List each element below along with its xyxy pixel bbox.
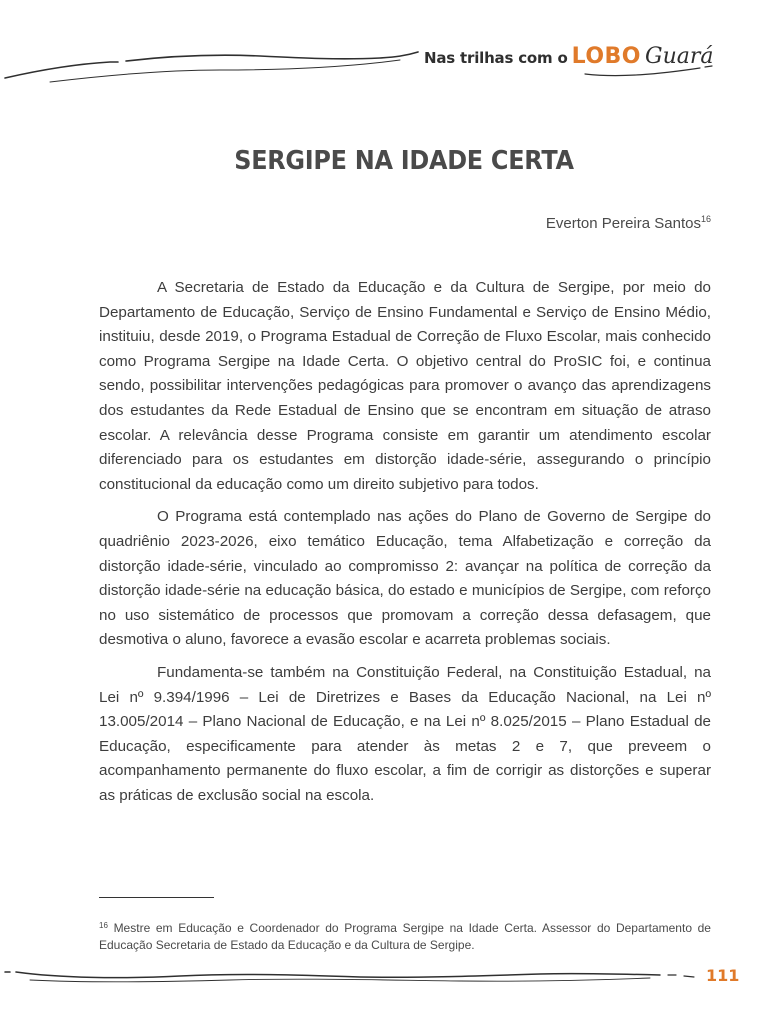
footnote (99, 917, 711, 954)
body-paragraph: Fundamenta-se também na Constituição Federal, na Constituição Estadual, na Lei nº 9.394/1996 – Lei de Diretrizes e Bases da Educação Nacional, na Lei nº 13.005/2014 – Plano Nacional de Educação, e na Lei nº 8.025/2015 – Plano Estadual de Educação, especificamente para atender às metas 2 e 7, que preveem o acompanhamento permanente do fluxo escolar, a fim de corrigir as distorções e superar as práticas de exclusão social na escola. (99, 663, 711, 804)
author-footnote-ref: 16 (700, 214, 711, 224)
brand-lobo: LOBO (571, 44, 642, 69)
brand-prefix: Nas trilhas com o (424, 49, 568, 67)
article-body (99, 276, 711, 816)
body-paragraph: O Programa está contemplado nas ações do Plano de Governo de Sergipe do quadriênio 2023-2026, eixo temático Educação, tema Alfabetização e correção da distorção idade-série, vinculado ao compromisso 2: avançar na política de correção da distorção idade-série na educação básica, do estado e municípios de Sergipe, com reforço no uso sistemático de processos que promovam a correção dessa defasagem, que desmotiva o aluno, favorece a evasão escolar e acarreta problemas sociais. (99, 508, 711, 649)
footer-decorative-wave (0, 960, 768, 990)
footnote-separator (99, 897, 214, 898)
body-paragraph: A Secretaria de Estado da Educação e da Cultura de Sergipe, por meio do Departamento de Educação, Serviço de Ensino Fundamental e Serviço de Ensino Médio, instituiu, desde 2019, o Programa Estadual de Correção de Fluxo Escolar, mais conhecido como Programa Sergipe na Idade Certa. O objetivo central do ProSIC foi, e continua sendo, possibilitar intervenções pedagógicas para promover o avanço das aprendizagens dos estudantes da Rede Estadual de Ensino que se encontram em situação de atraso escolar. A relevância desse Programa consiste em garantir um atendimento escolar diferenciado para os estudantes em distorção idade-série, assegurando o princípio constitucional da educação como um direito subjetivo para todos. (99, 279, 711, 493)
footnote-number: 16 (99, 921, 108, 930)
article-author (546, 214, 711, 232)
page-number: 111 (706, 966, 740, 985)
article-title: SERGIPE NA IDADE CERTA (234, 146, 574, 176)
publication-brand (424, 44, 714, 69)
brand-guara: Guará (645, 44, 714, 69)
author-name: Everton Pereira Santos (545, 215, 701, 232)
footnote-text: Mestre em Educação e Coordenador do Programa Sergipe na Idade Certa. Assessor do Departamento de Educação Secretaria de Estado da Educação e da Cultura de Sergipe. (99, 921, 711, 952)
